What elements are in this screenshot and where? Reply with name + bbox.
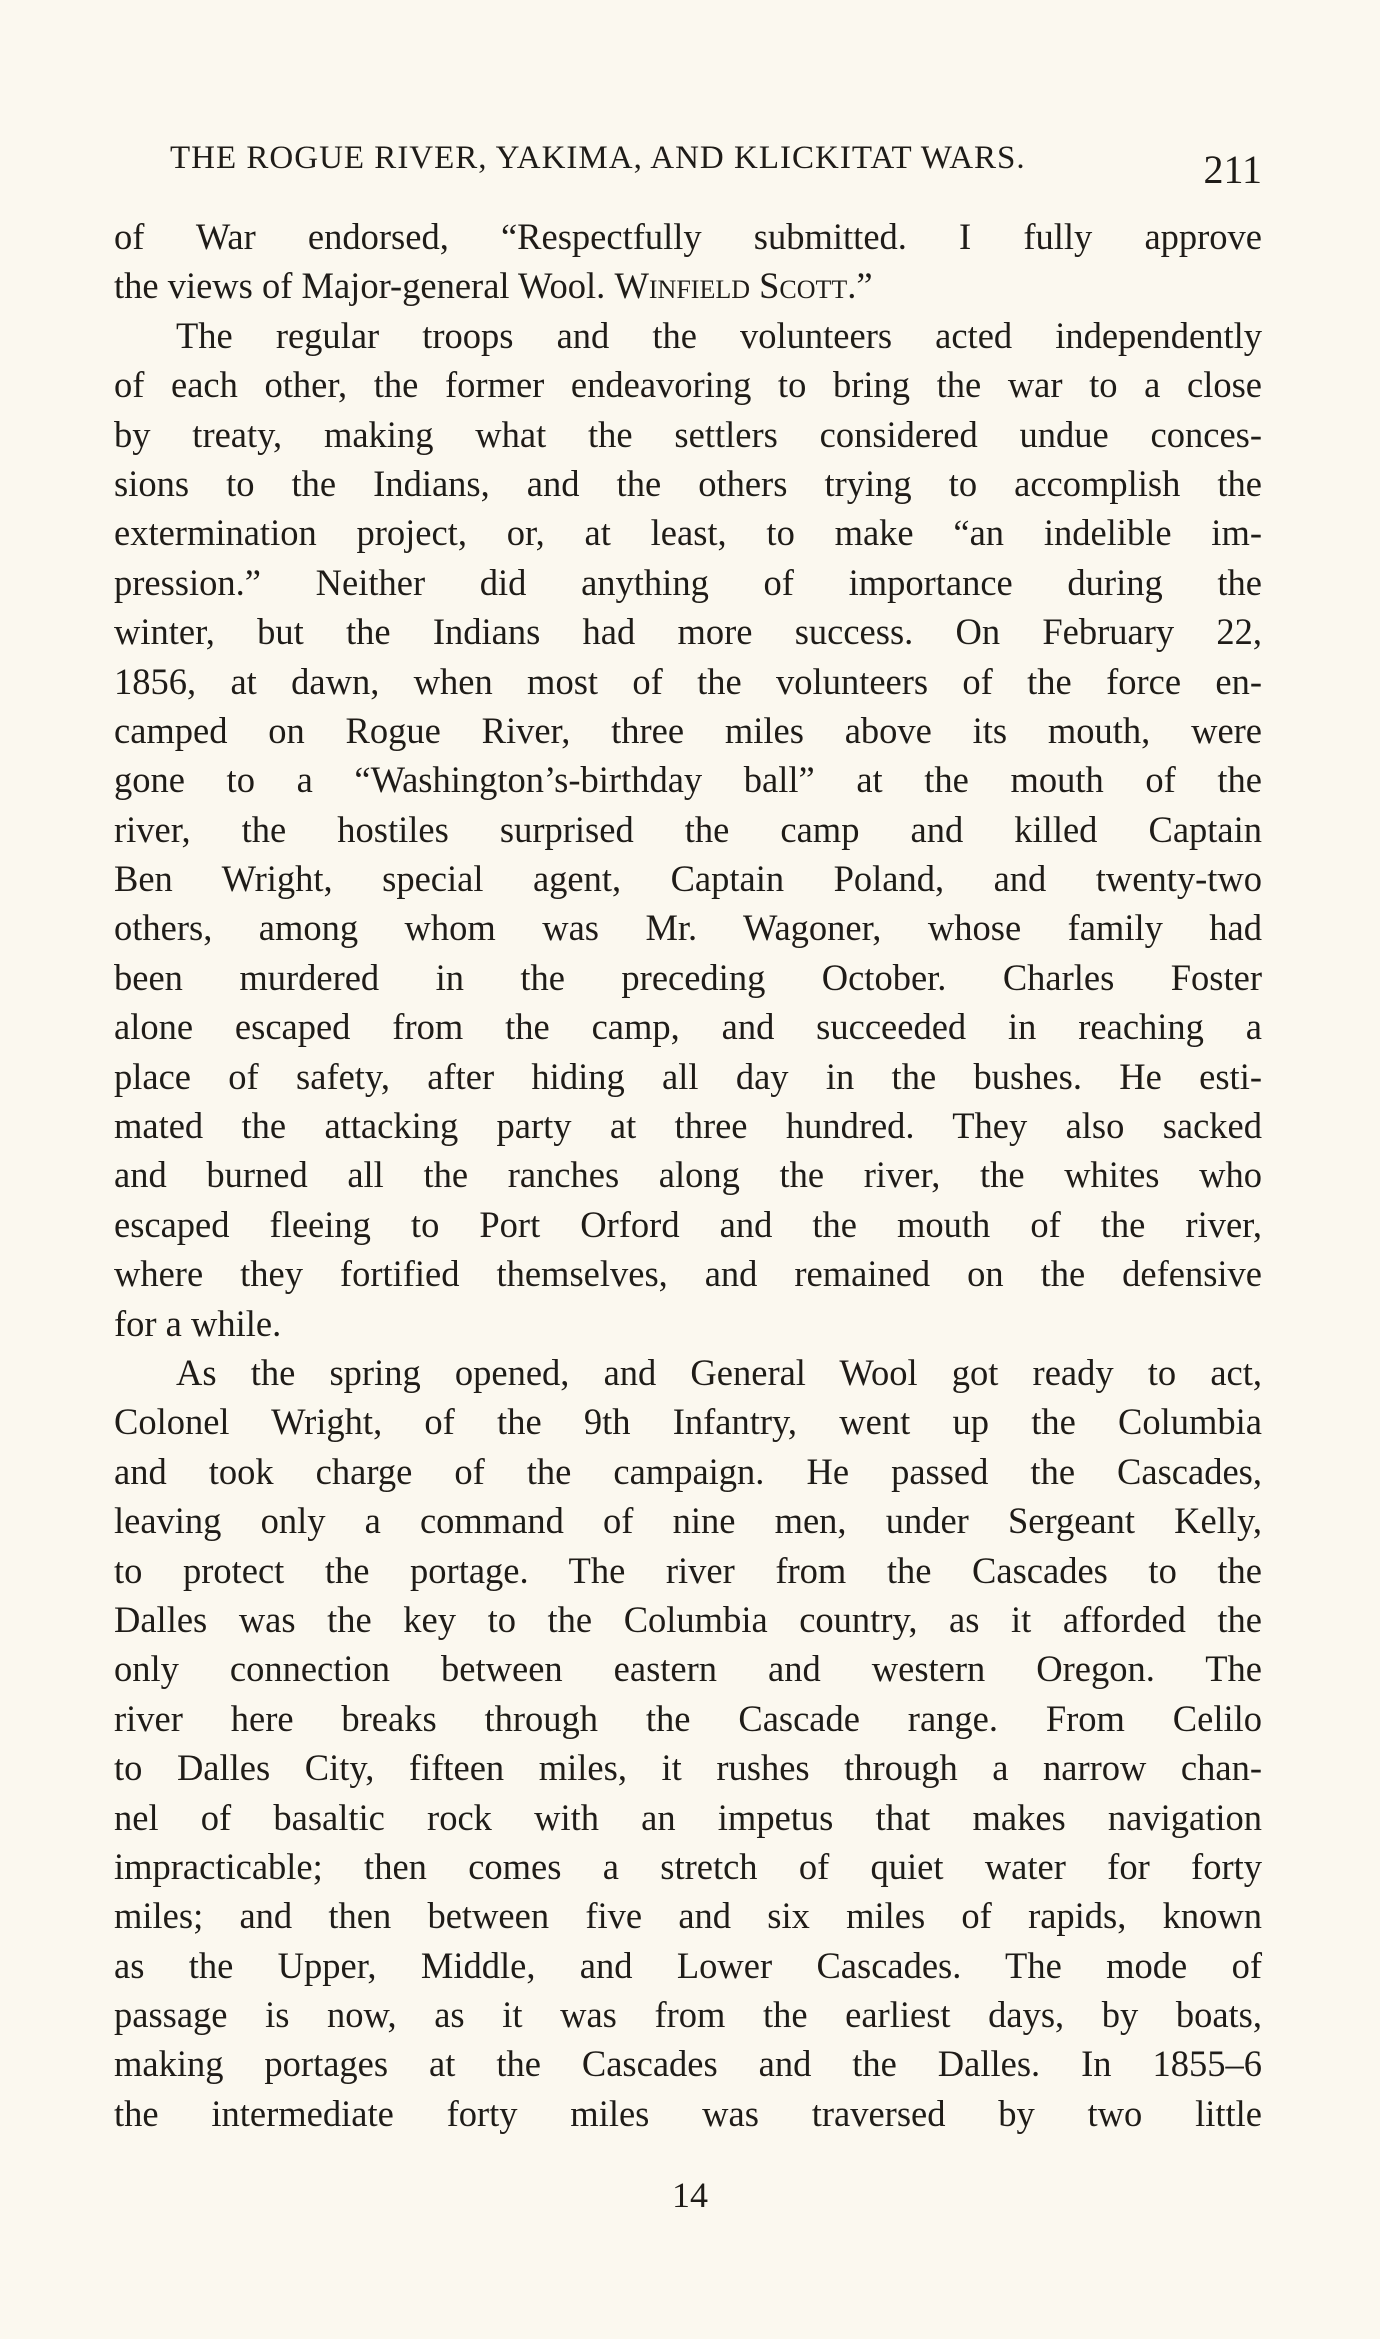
- text-line-content: alone escaped from the camp, and succeeded in reaching a: [114, 1006, 1262, 1048]
- text-line: [114, 1101, 1262, 1150]
- text-line: [114, 607, 1262, 656]
- text-line-content: camped on Rogue River, three miles above its mouth, were: [114, 709, 1262, 751]
- text-line-content: the views of Major-general Wool.: [114, 265, 606, 307]
- text-line-content: leaving only a command of nine men, under Sergeant Kelly,: [114, 1500, 1262, 1542]
- text-line: [114, 360, 1262, 409]
- text-line-content: miles; and then between five and six miles of rapids, known: [114, 1895, 1262, 1937]
- text-line-content: pression.” Neither did anything of importance during the: [114, 561, 1262, 603]
- body-text: [114, 212, 1262, 2138]
- text-line-content: to Dalles City, fifteen miles, it rushes through a narrow chan-: [114, 1747, 1262, 1789]
- text-line-content: sions to the Indians, and the others trying to accomplish the: [114, 462, 1262, 504]
- text-line: [114, 1150, 1262, 1199]
- text-line-content: mated the attacking party at three hundred. They also sacked: [114, 1105, 1262, 1147]
- text-line: [114, 1447, 1262, 1496]
- text-line: [114, 1793, 1262, 1842]
- text-line: [114, 1348, 1262, 1397]
- text-line: [114, 1002, 1262, 1051]
- text-line-content: making portages at the Cascades and the Dalles. In 1855–6: [114, 2043, 1262, 2085]
- text-line: [114, 1842, 1262, 1891]
- text-line: [114, 2039, 1262, 2088]
- signature-name: Winfield Scott.: [614, 265, 857, 307]
- text-line: [114, 657, 1262, 706]
- text-line-content: to protect the portage. The river from the Cascades to the: [114, 1549, 1262, 1591]
- text-line-content: river here breaks through the Cascade range. From Celilo: [114, 1697, 1262, 1739]
- text-line: [114, 1595, 1262, 1644]
- text-line-content: gone to a “Washington’s-birthday ball” at the mouth of the: [114, 759, 1262, 801]
- closing-quote: ”: [856, 265, 873, 307]
- text-line-content: river, the hostiles surprised the camp and killed Captain: [114, 808, 1262, 850]
- text-line-content: and burned all the ranches along the river, the whites who: [114, 1154, 1262, 1196]
- text-line: [114, 1200, 1262, 1249]
- text-line-content: impracticable; then comes a stretch of quiet water for forty: [114, 1845, 1262, 1887]
- text-line: [114, 903, 1262, 952]
- text-line: [114, 805, 1262, 854]
- text-line-content: 1856, at dawn, when most of the volunteers of the force en-: [114, 660, 1262, 702]
- page-number: 211: [1203, 147, 1262, 192]
- text-line-content: nel of basaltic rock with an impetus that makes navigation: [114, 1796, 1262, 1838]
- text-line: [114, 854, 1262, 903]
- signature-mark: 14: [672, 2175, 708, 2215]
- text-line-content: extermination project, or, at least, to make “an indelible im-: [114, 512, 1262, 554]
- text-line-content: As the spring opened, and General Wool got ready to act,: [176, 1351, 1262, 1393]
- text-line-content: passage is now, as it was from the earliest days, by boats,: [114, 1994, 1262, 2036]
- text-line: [114, 311, 1262, 360]
- text-line-content: as the Upper, Middle, and Lower Cascades. The mode of: [114, 1944, 1262, 1986]
- running-head: THE ROGUE RIVER, YAKIMA, AND KLICKITAT WARS.: [170, 140, 1026, 176]
- text-line: [114, 1891, 1262, 1940]
- text-line-content: Ben Wright, special agent, Captain Poland, and twenty-two: [114, 858, 1262, 900]
- text-line: [114, 261, 1262, 310]
- text-line: [114, 558, 1262, 607]
- text-line: [114, 1299, 1262, 1348]
- text-line-content: and took charge of the campaign. He passed the Cascades,: [114, 1450, 1262, 1492]
- text-line: [114, 459, 1262, 508]
- text-line-content: escaped fleeing to Port Orford and the mouth of the river,: [114, 1203, 1262, 1245]
- text-line: [114, 212, 1262, 261]
- text-line: [114, 508, 1262, 557]
- text-line-content: for a while.: [114, 1302, 282, 1344]
- text-line-content: been murdered in the preceding October. Charles Foster: [114, 956, 1262, 998]
- text-line: [114, 1941, 1262, 1990]
- text-line-content: Colonel Wright, of the 9th Infantry, went up the Columbia: [114, 1401, 1262, 1443]
- text-line-content: the intermediate forty miles was traversed by two little: [114, 2092, 1262, 2134]
- text-line: [114, 1743, 1262, 1792]
- text-line-content: only connection between eastern and western Oregon. The: [114, 1648, 1262, 1690]
- text-line: [114, 953, 1262, 1002]
- text-line-content: where they fortified themselves, and remained on the defensive: [114, 1253, 1262, 1295]
- text-line: [114, 706, 1262, 755]
- text-line: [114, 410, 1262, 459]
- text-line: [114, 755, 1262, 804]
- text-line: [114, 1694, 1262, 1743]
- text-line-content: winter, but the Indians had more success. On February 22,: [114, 611, 1262, 653]
- text-line-content: The regular troops and the volunteers acted independently: [176, 314, 1262, 356]
- text-line: [114, 1644, 1262, 1693]
- text-line-content: by treaty, making what the settlers considered undue conces-: [114, 413, 1262, 455]
- text-line: [114, 1496, 1262, 1545]
- text-line-content: Dalles was the key to the Columbia country, as it afforded the: [114, 1598, 1262, 1640]
- text-line-content: of War endorsed, “Respectfully submitted. I fully approve: [114, 216, 1262, 257]
- text-line: [114, 1249, 1262, 1298]
- text-line: [114, 1546, 1262, 1595]
- text-line: [114, 1052, 1262, 1101]
- text-line: [114, 2089, 1262, 2138]
- text-line-content: place of safety, after hiding all day in the bushes. He esti-: [114, 1055, 1262, 1097]
- text-line-content: others, among whom was Mr. Wagoner, whose family had: [114, 907, 1262, 949]
- page-header: [170, 140, 1262, 190]
- text-line: [114, 1990, 1262, 2039]
- text-line-content: of each other, the former endeavoring to bring the war to a close: [114, 364, 1262, 406]
- text-line: [114, 1397, 1262, 1446]
